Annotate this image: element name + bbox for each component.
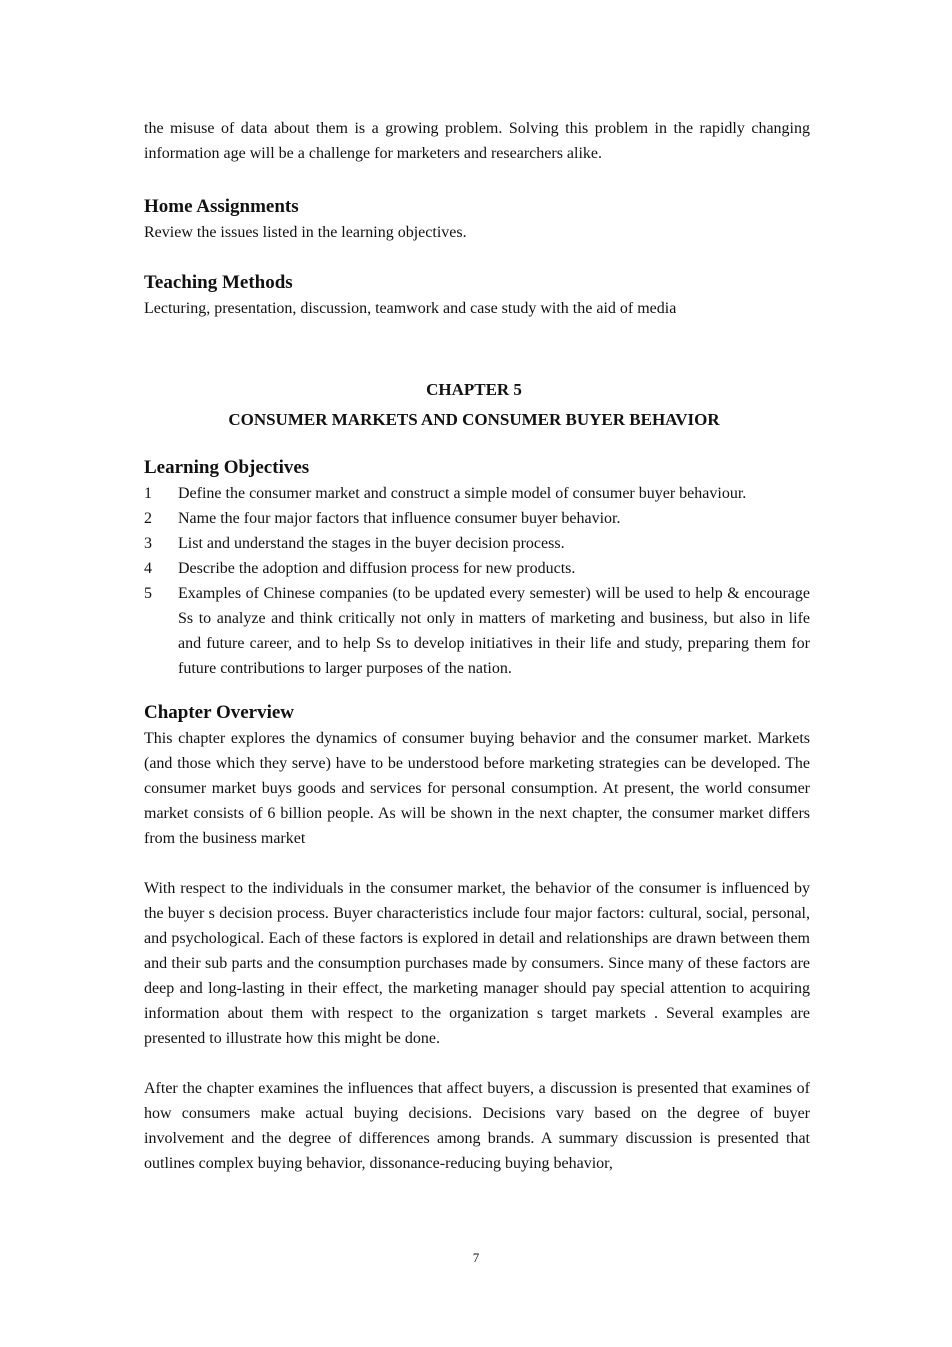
teaching-methods-text: Lecturing, presentation, discussion, teamwork and case study with the aid of media [144,300,677,317]
objective-item [144,506,810,531]
objective-number: 4 [144,560,152,577]
objective-item [144,531,810,556]
objective-number: 3 [144,535,152,552]
home-assignments-heading: Home Assignments [144,196,299,217]
learning-objectives-heading: Learning Objectives [144,457,310,478]
home-assignments-text: Review the issues listed in the learning objectives. [144,224,467,241]
objective-item [144,556,810,581]
objective-text: Define the consumer market and construct a simple model of consumer buyer behaviour. [178,485,747,502]
overview-paragraph-1: This chapter explores the dynamics of consumer buying behavior and the consumer market. Markets (and those which they serve) have to be understood before marketing strategies can be developed. The consumer market buys goods and services for personal consumption. At present, the world consumer market consists of 6 billion people. As will be shown in the next chapter, the consumer market differs from the business market [144,730,810,847]
teaching-methods-heading: Teaching Methods [144,272,293,293]
page-number: 7 [472,1250,480,1265]
objective-text: Examples of Chinese companies (to be updated every semester) will be used to help & encourage Ss to analyze and think critically not only in matters of marketing and business, but also in life and future career, and to help Ss to develop initiatives in their life and study, preparing them for future contributions to larger purposes of the nation. [178,585,810,677]
overview-paragraph-3: After the chapter examines the influences that affect buyers, a discussion is presented that examines of how consumers make actual buying decisions. Decisions vary based on the degree of buyer involvement and the degree of differences among brands. A summary discussion is presented that outlines complex buying behavior, dissonance-reducing buying behavior, [144,1080,810,1172]
chapter-number: CHAPTER 5 [426,380,522,399]
objective-item [144,481,810,506]
overview-paragraph-2: With respect to the individuals in the consumer market, the behavior of the consumer is influenced by the buyer s decision process. Buyer characteristics include four major factors: cultural, social, personal, and psychological. Each of these factors is explored in detail and relationships are drawn between them and their sub parts and the consumption purchases made by consumers. Since many of these factors are deep and long-lasting in their effect, the marketing manager should pay special attention to acquiring information about them with respect to the organization s target markets . Several examples are presented to illustrate how this might be done. [144,880,810,1047]
objective-number: 2 [144,510,152,527]
intro-paragraph: the misuse of data about them is a growing problem. Solving this problem in the rapidly changing information age will be a challenge for marketers and researchers alike. [144,120,810,162]
chapter-title: CONSUMER MARKETS AND CONSUMER BUYER BEHAVIOR [228,410,720,429]
objective-text: List and understand the stages in the buyer decision process. [178,535,565,552]
objective-text: Name the four major factors that influence consumer buyer behavior. [178,510,621,527]
objective-item [144,581,810,681]
chapter-overview-heading: Chapter Overview [144,702,295,723]
learning-objectives-list [144,481,810,681]
page-content [144,116,810,1176]
objective-number: 1 [144,485,152,502]
objective-text: Describe the adoption and diffusion process for new products. [178,560,576,577]
objective-number: 5 [144,585,152,602]
